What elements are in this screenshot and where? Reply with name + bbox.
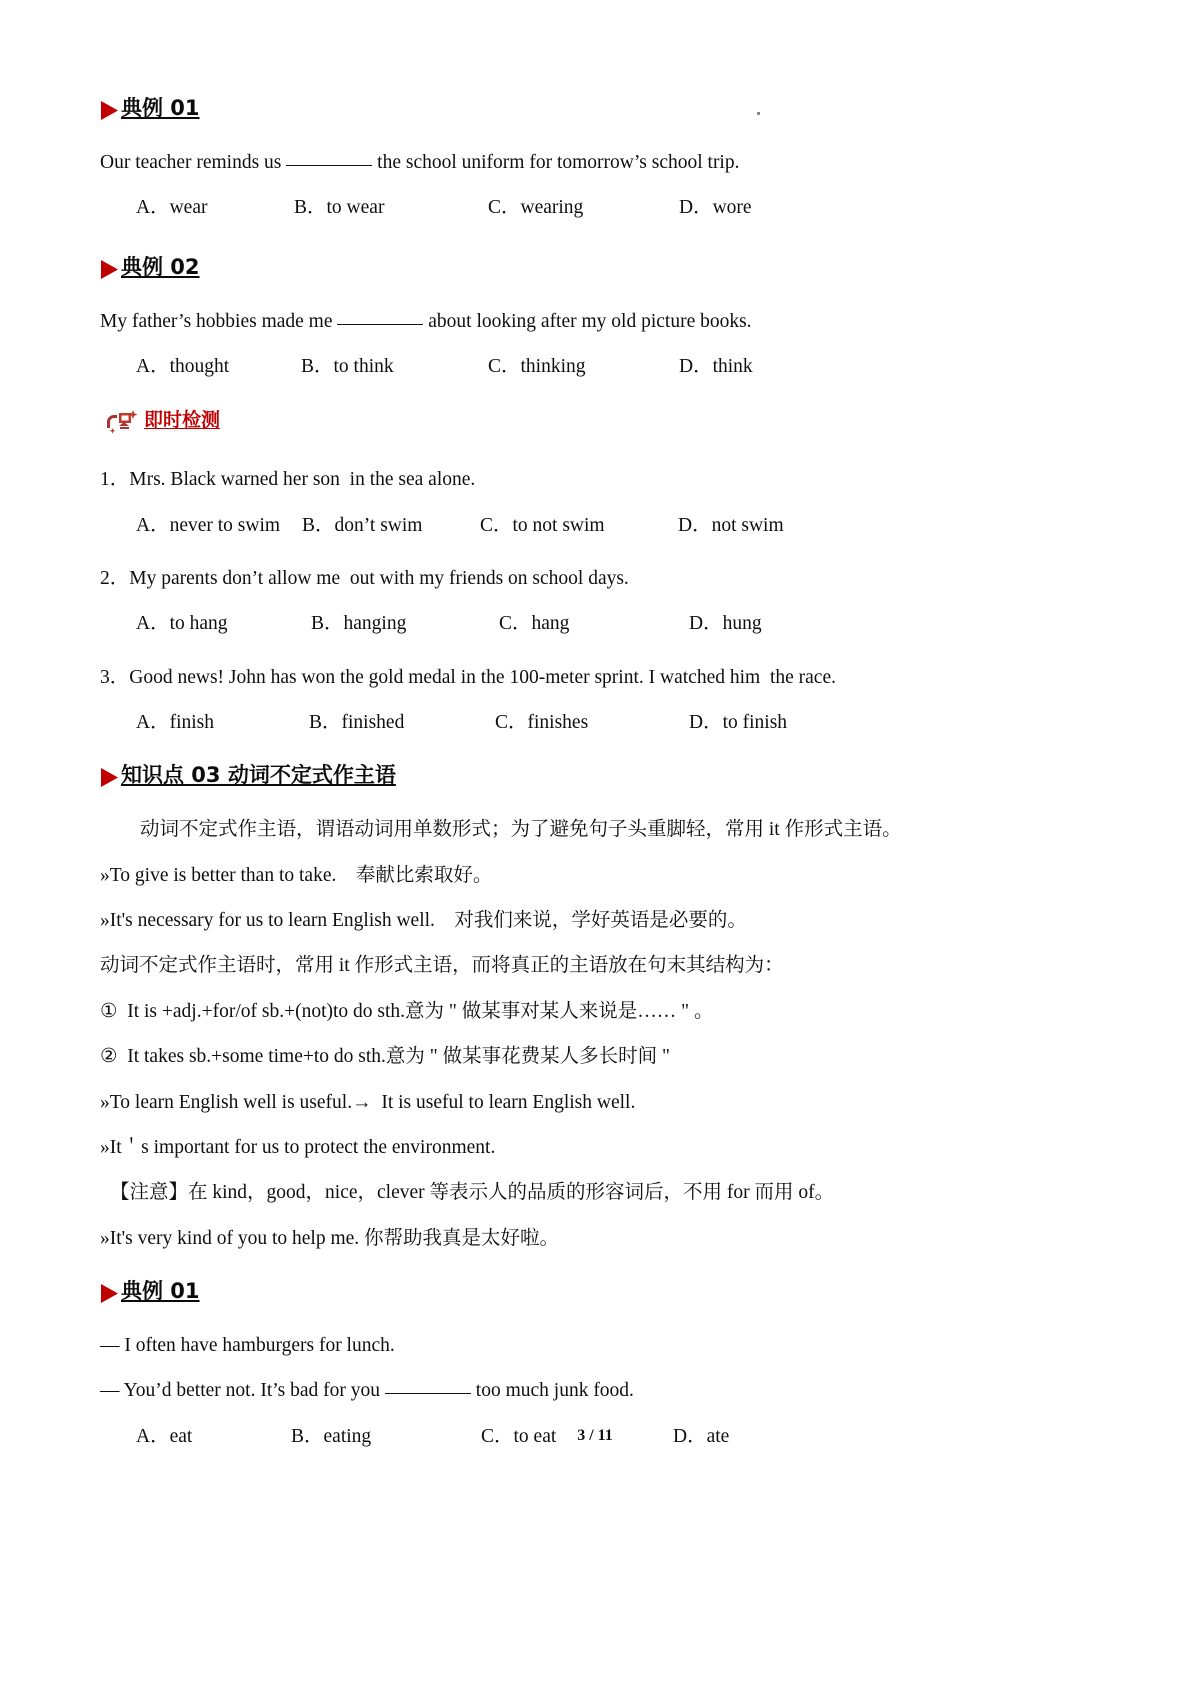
red-checklist-icon [104,408,138,434]
quiz-question-2 [100,566,1030,591]
spacer [100,1305,1030,1333]
question-text-after: the school uniform for tomorrow’s school trip. [372,152,740,173]
example-02-options [100,354,1030,379]
option-a[interactable]: A．to hang [136,613,228,635]
spacer [100,538,1030,566]
example-01-question [100,150,1030,175]
spacer [100,1070,1030,1090]
option-c[interactable]: C．hang [499,613,570,635]
section-heading-knowledge-point-03 [100,763,1030,789]
spacer [100,843,1030,863]
question-text-before: Mrs. Black warned her son [129,469,345,491]
spacer [100,1206,1030,1226]
spacer [100,979,1030,999]
question-text-before: Good news! John has won the gold medal in the 100-meter sprint. I watched him [129,666,766,688]
spacer [100,933,1030,953]
spacer [100,789,1030,817]
option-c[interactable]: C．wearing [488,197,584,219]
question-text-before: My parents don’t allow me [129,568,345,590]
option-a[interactable]: A．wear [136,197,208,219]
page-number: 3 / 11 [577,1427,613,1444]
knowledge-line-6: »To learn English well is useful.→ It is useful to learn English well. [100,1091,636,1113]
option-a[interactable]: A．never to swim [136,514,281,536]
knowledge-line-3: 动词不定式作主语时，常用 it 作形式主语，而将真正的主语放在句末其结构为： [100,955,784,977]
option-d[interactable]: D．not swim [678,514,784,536]
spacer [100,175,1030,195]
answer-blank [337,311,423,325]
section-heading-example-01 [100,96,1030,122]
quiz-question-3 [100,665,1030,690]
option-c[interactable]: C．to not swim [480,514,605,536]
question-number: 3． [100,666,130,688]
spacer [100,1115,1030,1135]
option-a[interactable]: A．eat [136,1425,193,1447]
spacer [100,334,1030,354]
spacer [100,379,1030,407]
example-01-options [100,195,1030,220]
option-a[interactable]: A．finish [136,712,215,734]
spacer [100,637,1030,665]
quiz-question-1 [100,467,1030,492]
option-c[interactable]: C．to eat [481,1425,557,1447]
option-d[interactable]: D．ate [673,1425,730,1447]
answer-blank [286,152,372,166]
example-01-second-title: 典例 01 [121,1278,200,1303]
example-02-title: 典例 02 [121,254,200,279]
question-number: 1． [100,469,130,491]
quiz-question-1-options [100,513,1030,538]
answer-blank [385,1380,471,1394]
spacer [100,1251,1030,1279]
option-d[interactable]: D．wore [679,197,752,219]
example-01-title: 典例 01 [121,96,200,120]
quiz-question-2-options [100,611,1030,636]
knowledge-line-9: »It's very kind of you to help me. 你帮助我真是太好啦。 [100,1227,560,1249]
question-text-before: Our teacher reminds us [100,152,287,173]
question-text-after: in the sea alone. [344,469,476,491]
option-b[interactable]: B．hanging [311,613,407,635]
spacer [100,1024,1030,1044]
option-b[interactable]: B．eating [291,1425,372,1447]
dialog-line-1: — I often have hamburgers for lunch. [100,1334,395,1356]
instant-check-title: 即时检测 [144,408,221,431]
option-b[interactable]: B．don’t swim [302,514,423,536]
dialog-text-after: too much junk food. [470,1380,634,1402]
spacer [100,433,1030,467]
spacer [100,122,1030,150]
spacer [100,1358,1030,1378]
quiz-question-3-options [100,710,1030,735]
spacer [100,690,1030,710]
red-arrow-icon [100,765,120,791]
option-d[interactable]: D．hung [689,613,762,635]
question-text-after: about looking after my old picture books. [423,310,752,332]
question-text-before: My father’s hobbies made me [100,310,338,332]
knowledge-line-2: »It's necessary for us to learn English well. 对我们来说，学好英语是必要的。 [100,910,747,932]
spacer [100,281,1030,309]
example-02-question [100,309,1030,334]
option-c[interactable]: C．thinking [488,356,586,378]
option-b[interactable]: B．finished [309,712,405,734]
spacer [100,888,1030,908]
spacer [100,735,1030,763]
question-text-after: the race. [765,666,836,688]
spacer [100,591,1030,611]
option-a[interactable]: A．thought [136,356,230,378]
spacer [100,493,1030,513]
page-content [100,96,1030,1449]
spacer [100,1404,1030,1424]
knowledge-point-title: 知识点 03 动词不定式作主语 [121,763,396,788]
option-b[interactable]: B．to think [301,356,394,378]
red-arrow-icon [100,1281,120,1307]
red-arrow-icon [100,98,120,124]
section-heading-instant-check [100,407,1030,433]
option-b[interactable]: B．to wear [294,197,385,219]
section-heading-example-02 [100,255,1030,281]
question-text-after: out with my friends on school days. [345,568,629,590]
knowledge-point-intro: 动词不定式作主语，谓语动词用单数形式；为了避免句子头重脚轻，常用 it 作形式主语。 [140,819,902,841]
section-heading-example-01-second [100,1279,1030,1305]
knowledge-line-8-note: 【注意】在 kind，good，nice，clever 等表示人的品质的形容词后，不用 for 而用 of。 [110,1182,835,1204]
dialog-line-2 [100,1378,1030,1403]
option-d[interactable]: D．to finish [689,712,788,734]
red-arrow-icon [100,257,120,283]
knowledge-line-1: »To give is better than to take. 奉献比索取好。 [100,864,493,886]
knowledge-line-7: »It＇s important for us to protect the environment. [100,1136,496,1158]
option-d[interactable]: D．think [679,356,753,378]
knowledge-line-4: ① It is +adj.+for/of sb.+(not)to do sth.意为 " 做某事对某人来说是…… " 。 [100,1000,714,1022]
option-c[interactable]: C．finishes [495,712,589,734]
question-number: 2． [100,568,130,590]
spacer [100,221,1030,255]
spacer [100,1160,1030,1180]
knowledge-line-5: ② It takes sb.+some time+to do sth.意为 " 做某事花费某人多长时间 " [100,1046,670,1068]
dialog-text-before: — You’d better not. It’s bad for you [100,1380,385,1402]
